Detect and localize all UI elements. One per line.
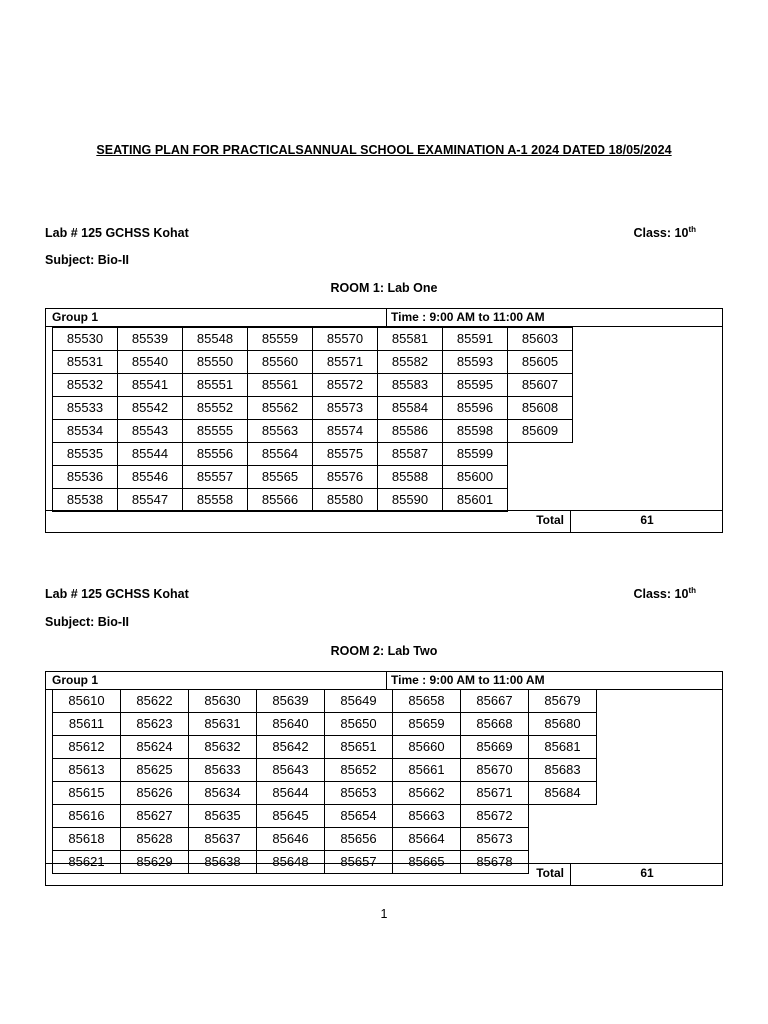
roll-number-cell: 85627	[121, 805, 189, 828]
roll-number-cell: 85563	[248, 420, 313, 443]
class-label: Class: 10th	[633, 225, 696, 240]
roll-number-cell: 85667	[461, 690, 529, 713]
roll-number-cell: 85640	[257, 713, 325, 736]
roll-number-cell: 85551	[183, 374, 248, 397]
roll-number-cell: 85644	[257, 782, 325, 805]
empty-cell	[529, 828, 597, 851]
roll-number-cell: 85611	[53, 713, 121, 736]
roll-number-cell: 85591	[443, 328, 508, 351]
roll-number-cell: 85637	[189, 828, 257, 851]
roll-number-cell: 85556	[183, 443, 248, 466]
table-row	[53, 351, 573, 374]
roll-number-cell: 85542	[118, 397, 183, 420]
table-row	[53, 713, 597, 736]
roll-number-cell: 85663	[393, 805, 461, 828]
roll-number-cell: 85668	[461, 713, 529, 736]
roll-number-cell: 85633	[189, 759, 257, 782]
lab-name: Lab # 125 GCHSS Kohat	[45, 587, 189, 601]
roll-number-cell: 85625	[121, 759, 189, 782]
roll-number-cell: 85601	[443, 489, 508, 512]
roll-number-cell: 85616	[53, 805, 121, 828]
roll-number-cell: 85595	[443, 374, 508, 397]
total-value: 61	[640, 866, 654, 880]
roll-number-cell: 85558	[183, 489, 248, 512]
table-row	[53, 443, 573, 466]
total-label: Total	[536, 513, 564, 527]
roll-number-cell: 85576	[313, 466, 378, 489]
roll-number-cell: 85679	[529, 690, 597, 713]
roll-number-cell: 85598	[443, 420, 508, 443]
roll-number-cell: 85626	[121, 782, 189, 805]
roll-number-cell: 85683	[529, 759, 597, 782]
roll-number-cell: 85533	[53, 397, 118, 420]
table-row	[53, 420, 573, 443]
roll-number-cell: 85584	[378, 397, 443, 420]
empty-cell	[529, 805, 597, 828]
roll-number-cell: 85540	[118, 351, 183, 374]
table-row	[53, 828, 597, 851]
roll-number-cell: 85622	[121, 690, 189, 713]
roll-number-cell: 85582	[378, 351, 443, 374]
roll-number-cell: 85583	[378, 374, 443, 397]
roll-number-cell: 85561	[248, 374, 313, 397]
roll-number-cell: 85548	[183, 328, 248, 351]
roll-number-cell: 85530	[53, 328, 118, 351]
roll-number-cell: 85603	[508, 328, 573, 351]
roll-number-cell: 85672	[461, 805, 529, 828]
table-row	[53, 466, 573, 489]
roll-number-cell: 85656	[325, 828, 393, 851]
table-header	[46, 672, 722, 690]
roll-number-cell: 85628	[121, 828, 189, 851]
roll-number-cell: 85608	[508, 397, 573, 420]
roll-number-cell: 85570	[313, 328, 378, 351]
roll-number-cell: 85658	[393, 690, 461, 713]
table-row	[53, 397, 573, 420]
empty-cell	[508, 443, 573, 466]
roll-number-cell: 85555	[183, 420, 248, 443]
roll-number-cell: 85649	[325, 690, 393, 713]
roll-number-cell: 85574	[313, 420, 378, 443]
roll-number-cell: 85586	[378, 420, 443, 443]
document-title: SEATING PLAN FOR PRACTICALSANNUAL SCHOOL EXAMINATION A-1 2024 DATED 18/05/2024	[96, 143, 672, 157]
roll-number-cell: 85615	[53, 782, 121, 805]
roll-number-cell: 85621	[53, 851, 121, 874]
roll-number-cell: 85659	[393, 713, 461, 736]
roll-number-cell: 85531	[53, 351, 118, 374]
roll-number-cell: 85639	[257, 690, 325, 713]
table-header	[46, 309, 722, 327]
roll-number-cell: 85684	[529, 782, 597, 805]
roll-number-cell: 85564	[248, 443, 313, 466]
roll-number-cell: 85624	[121, 736, 189, 759]
roll-number-cell: 85662	[393, 782, 461, 805]
roll-number-grid	[52, 689, 597, 874]
roll-number-cell: 85573	[313, 397, 378, 420]
page-number: 1	[380, 907, 388, 921]
roll-number-cell: 85661	[393, 759, 461, 782]
empty-cell	[508, 466, 573, 489]
roll-number-cell: 85651	[325, 736, 393, 759]
roll-number-cell: 85634	[189, 782, 257, 805]
roll-number-cell: 85547	[118, 489, 183, 512]
roll-number-cell: 85680	[529, 713, 597, 736]
roll-number-cell: 85660	[393, 736, 461, 759]
table-row	[53, 851, 597, 874]
group-label: Group 1	[52, 310, 99, 324]
roll-number-cell: 85635	[189, 805, 257, 828]
time-label: Time : 9:00 AM to 11:00 AM	[391, 673, 545, 687]
roll-number-cell: 85539	[118, 328, 183, 351]
roll-number-cell: 85599	[443, 443, 508, 466]
roll-number-cell: 85648	[257, 851, 325, 874]
roll-number-cell: 85546	[118, 466, 183, 489]
roll-number-cell: 85650	[325, 713, 393, 736]
roll-number-cell: 85535	[53, 443, 118, 466]
roll-number-cell: 85559	[248, 328, 313, 351]
roll-number-cell: 85590	[378, 489, 443, 512]
roll-number-cell: 85550	[183, 351, 248, 374]
roll-number-cell: 85607	[508, 374, 573, 397]
roll-number-cell: 85572	[313, 374, 378, 397]
table-row	[53, 805, 597, 828]
roll-number-cell: 85618	[53, 828, 121, 851]
roll-number-cell: 85629	[121, 851, 189, 874]
roll-number-cell: 85534	[53, 420, 118, 443]
roll-number-cell: 85575	[313, 443, 378, 466]
subject-label: Subject: Bio-II	[45, 615, 130, 629]
total-label: Total	[536, 866, 564, 880]
roll-number-cell: 85543	[118, 420, 183, 443]
time-label: Time : 9:00 AM to 11:00 AM	[391, 310, 545, 324]
roll-number-cell: 85612	[53, 736, 121, 759]
table-row	[53, 328, 573, 351]
roll-number-cell: 85657	[325, 851, 393, 874]
roll-number-cell: 85580	[313, 489, 378, 512]
roll-number-cell: 85632	[189, 736, 257, 759]
roll-number-cell: 85593	[443, 351, 508, 374]
table-row	[53, 782, 597, 805]
table-row	[53, 736, 597, 759]
room-title: ROOM 2: Lab Two	[330, 644, 438, 658]
roll-number-cell: 85645	[257, 805, 325, 828]
roll-number-cell: 85631	[189, 713, 257, 736]
roll-number-cell: 85588	[378, 466, 443, 489]
table-row	[53, 690, 597, 713]
subject-label: Subject: Bio-II	[45, 253, 130, 267]
roll-number-cell: 85562	[248, 397, 313, 420]
roll-number-cell: 85654	[325, 805, 393, 828]
roll-number-cell: 85613	[53, 759, 121, 782]
roll-number-cell: 85571	[313, 351, 378, 374]
roll-number-cell: 85596	[443, 397, 508, 420]
roll-number-cell: 85536	[53, 466, 118, 489]
roll-number-cell: 85670	[461, 759, 529, 782]
roll-number-cell: 85642	[257, 736, 325, 759]
roll-number-cell: 85566	[248, 489, 313, 512]
roll-number-cell: 85652	[325, 759, 393, 782]
roll-number-cell: 85581	[378, 328, 443, 351]
roll-number-cell: 85557	[183, 466, 248, 489]
roll-number-cell: 85681	[529, 736, 597, 759]
roll-number-cell: 85673	[461, 828, 529, 851]
class-label: Class: 10th	[633, 586, 696, 601]
lab-name: Lab # 125 GCHSS Kohat	[45, 226, 189, 240]
roll-number-cell: 85609	[508, 420, 573, 443]
roll-number-cell: 85669	[461, 736, 529, 759]
roll-number-cell: 85630	[189, 690, 257, 713]
total-value: 61	[640, 513, 654, 527]
roll-number-cell: 85538	[53, 489, 118, 512]
group-label: Group 1	[52, 673, 99, 687]
roll-number-cell: 85610	[53, 690, 121, 713]
empty-cell	[508, 489, 573, 512]
table-row	[53, 489, 573, 512]
roll-number-cell: 85643	[257, 759, 325, 782]
roll-number-cell: 85532	[53, 374, 118, 397]
roll-number-grid	[52, 327, 573, 512]
room-title: ROOM 1: Lab One	[330, 281, 438, 295]
roll-number-cell: 85565	[248, 466, 313, 489]
table-footer	[46, 510, 722, 532]
table-row	[53, 374, 573, 397]
roll-number-cell: 85560	[248, 351, 313, 374]
roll-number-cell: 85623	[121, 713, 189, 736]
roll-number-cell: 85653	[325, 782, 393, 805]
roll-number-cell: 85671	[461, 782, 529, 805]
roll-number-cell: 85600	[443, 466, 508, 489]
empty-cell	[529, 851, 597, 874]
roll-number-cell: 85646	[257, 828, 325, 851]
roll-number-cell: 85552	[183, 397, 248, 420]
roll-number-cell: 85541	[118, 374, 183, 397]
table-row	[53, 759, 597, 782]
roll-number-cell: 85678	[461, 851, 529, 874]
roll-number-cell: 85665	[393, 851, 461, 874]
roll-number-cell: 85605	[508, 351, 573, 374]
roll-number-cell: 85544	[118, 443, 183, 466]
roll-number-cell: 85664	[393, 828, 461, 851]
roll-number-cell: 85638	[189, 851, 257, 874]
roll-number-cell: 85587	[378, 443, 443, 466]
